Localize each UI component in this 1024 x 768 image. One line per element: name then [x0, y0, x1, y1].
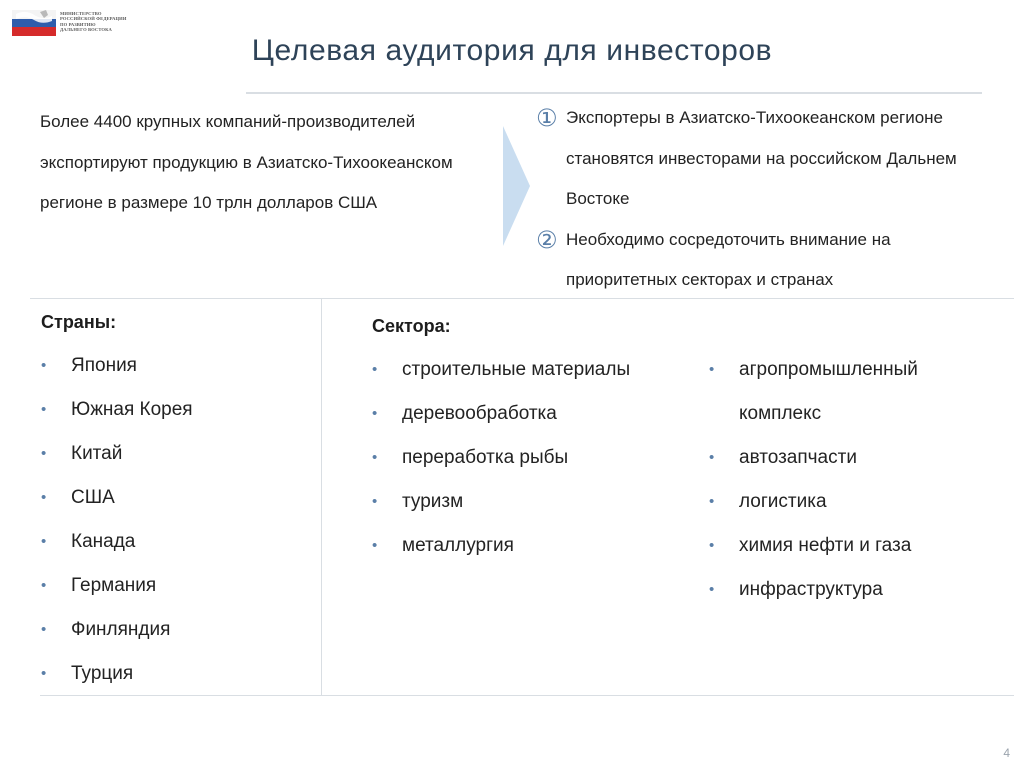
sector-label: деревообработка: [402, 403, 557, 424]
list-item: [41, 652, 311, 696]
logo-caption: [60, 11, 127, 32]
bullet-icon: •: [709, 449, 715, 466]
bullet-icon: •: [41, 577, 47, 594]
country-label: США: [71, 487, 115, 508]
bullet-icon: •: [709, 581, 715, 598]
list-item: [372, 348, 702, 392]
bullet-icon: •: [41, 445, 47, 462]
country-label: Китай: [71, 443, 123, 464]
page-title: Целевая аудитория для инвесторов: [251, 34, 773, 67]
logo-line: РОССИЙСКОЙ ФЕДЕРАЦИИ: [60, 16, 127, 22]
country-label: Канада: [71, 531, 136, 552]
key-point-text: Необходимо сосредоточить внимание на приоритетных секторах и странах: [566, 229, 891, 289]
bullet-icon: •: [41, 665, 47, 682]
sector-label: строительные материалы: [402, 359, 631, 380]
sectors-list-left: [372, 348, 702, 568]
country-label: Германия: [71, 575, 157, 596]
chevron-arrow-icon: [503, 126, 533, 246]
list-item: [709, 480, 1009, 524]
sector-label: переработка рыбы: [402, 447, 569, 468]
key-points: [536, 98, 1006, 301]
sectors-list-right: [709, 348, 1009, 612]
sector-label: химия нефти и газа: [739, 535, 912, 556]
list-item: [372, 392, 702, 436]
sector-label: туризм: [402, 491, 464, 512]
list-item: [709, 436, 1009, 480]
sector-label: логистика: [739, 491, 827, 512]
key-point: [536, 220, 1006, 301]
list-item: [41, 520, 311, 564]
russian-flag-eagle-icon: [12, 10, 56, 36]
sector-label: инфраструктура: [739, 579, 883, 600]
bullet-icon: •: [41, 621, 47, 638]
number-2-icon: ②: [536, 225, 558, 254]
section-divider: [30, 298, 1014, 299]
logo-line: ДАЛЬНЕГО ВОСТОКА: [60, 26, 112, 32]
list-item: [41, 432, 311, 476]
country-label: Турция: [71, 663, 134, 684]
list-item: [41, 388, 311, 432]
country-label: Япония: [71, 355, 137, 376]
list-item: [709, 348, 969, 436]
key-point-text: Экспортеры в Азиатско-Тихоокеанском регионе становятся инвесторами на российском Дальнем Востоке: [566, 108, 957, 208]
bullet-icon: •: [41, 357, 47, 374]
list-item: [41, 476, 311, 520]
page-number: 4: [1003, 746, 1010, 760]
bullet-icon: •: [372, 537, 378, 554]
bullet-icon: •: [709, 361, 715, 378]
list-item: [372, 524, 702, 568]
bullet-icon: •: [41, 489, 47, 506]
sector-label: металлургия: [402, 535, 514, 556]
list-item: [372, 480, 702, 524]
bullet-icon: •: [372, 361, 378, 378]
countries-heading: Страны:: [41, 312, 117, 332]
bullet-icon: •: [41, 401, 47, 418]
logo-line: МИНИСТЕРСТВО: [60, 11, 102, 16]
countries-list: [41, 344, 311, 696]
key-point: [536, 98, 1006, 220]
title-divider: [246, 92, 982, 94]
list-item: [41, 608, 311, 652]
bullet-icon: •: [372, 449, 378, 466]
list-item: [709, 568, 1009, 612]
country-label: Финляндия: [71, 619, 171, 640]
bullet-icon: •: [709, 493, 715, 510]
list-item: [41, 564, 311, 608]
column-divider: [321, 298, 322, 696]
sectors-heading: Сектора:: [372, 316, 451, 336]
sector-label: автозапчасти: [739, 447, 857, 468]
list-item: [372, 436, 702, 480]
list-item: [709, 524, 1009, 568]
intro-paragraph: Более 4400 крупных компаний-производителей экспортируют продукцию в Азиатско-Тихоокеанском регионе в размере 10 трлн долларов США: [40, 112, 453, 212]
number-1-icon: ①: [536, 104, 558, 132]
country-label: Южная Корея: [71, 399, 193, 420]
bullet-icon: •: [709, 537, 715, 554]
list-item: [41, 344, 311, 388]
bullet-icon: •: [372, 493, 378, 510]
bullet-icon: •: [41, 533, 47, 550]
bullet-icon: •: [372, 405, 378, 422]
logo-line: ПО РАЗВИТИЮ: [60, 21, 96, 27]
sector-label: агропромышленный комплекс: [739, 359, 918, 424]
